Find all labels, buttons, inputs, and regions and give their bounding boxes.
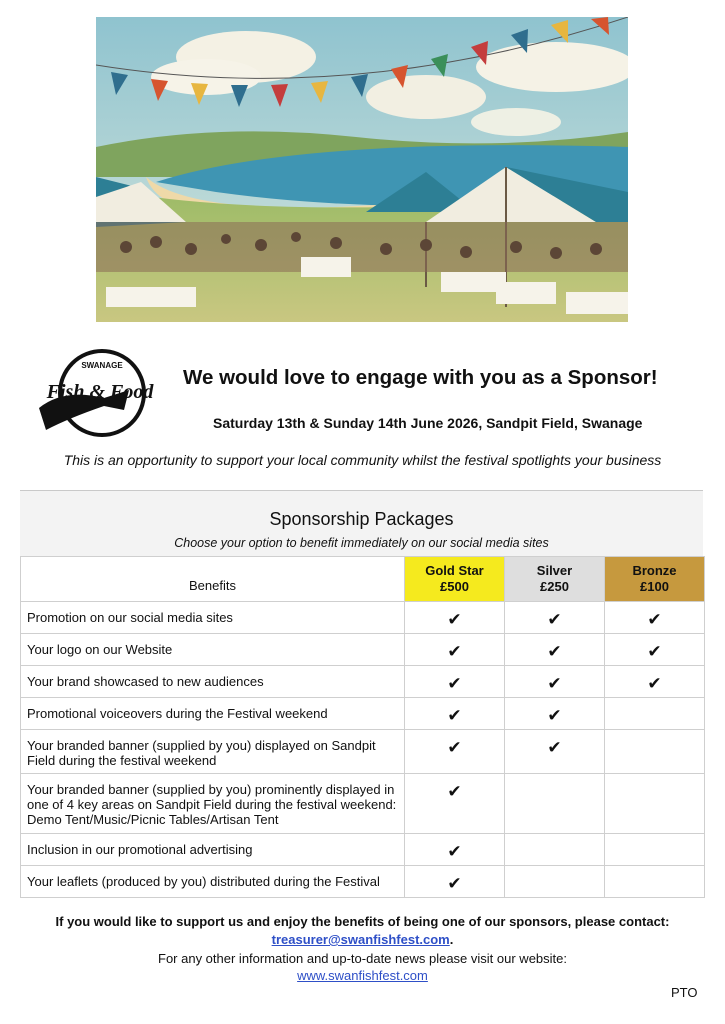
silver-check-icon: ✔ <box>505 698 605 730</box>
sponsorship-table <box>20 556 705 898</box>
bronze-check-icon: ✔ <box>605 666 705 698</box>
logo-bottom-text: FESTIVAL <box>85 423 119 430</box>
silver-check-icon <box>505 834 605 866</box>
logo-main-text: Fish & Food <box>46 381 154 403</box>
benefit-label: Your brand showcased to new audiences <box>21 666 405 698</box>
bronze-check-icon <box>605 774 705 834</box>
gold-check-icon: ✔ <box>405 866 505 898</box>
benefit-label: Inclusion in our promotional advertising <box>21 834 405 866</box>
table-row <box>21 774 705 834</box>
benefit-label: Promotional voiceovers during the Festival weekend <box>21 698 405 730</box>
email-link[interactable]: treasurer@swanfishfest.com <box>271 932 450 947</box>
tier-silver-header <box>505 557 605 602</box>
email-line <box>0 932 725 947</box>
gold-check-icon: ✔ <box>405 730 505 774</box>
bronze-check-icon <box>605 834 705 866</box>
gold-check-icon: ✔ <box>405 774 505 834</box>
silver-check-icon: ✔ <box>505 730 605 774</box>
email-suffix: . <box>449 932 454 947</box>
silver-check-icon: ✔ <box>505 602 605 634</box>
tier-name: Gold Star <box>425 563 484 578</box>
tier-price: £100 <box>640 579 669 594</box>
benefit-label: Your logo on our Website <box>21 634 405 666</box>
tier-name: Silver <box>536 563 573 578</box>
tier-gold-header <box>405 557 505 602</box>
contact-line: If you would like to support us and enjoy the benefits of being one of our sponsors, please contact: <box>55 914 670 929</box>
tier-price: £250 <box>540 579 569 594</box>
table-row <box>21 666 705 698</box>
table-row <box>21 866 705 898</box>
benefit-label: Your branded banner (supplied by you) prominently displayed in one of 4 key areas on Sandpit Field during the festival weekend: Demo Tent/Music/Picnic Tables/Artisan Tent <box>21 774 405 834</box>
website-line: For any other information and up-to-date news please visit our website: <box>158 951 567 966</box>
page-headline: We would love to engage with you as a Sponsor! <box>183 366 658 389</box>
benefits-header: Benefits <box>21 557 405 602</box>
tagline: This is an opportunity to support your local community whilst the festival spotlights your business <box>63 452 662 468</box>
website-line-link <box>0 968 725 983</box>
table-row <box>21 634 705 666</box>
website-link[interactable]: www.swanfishfest.com <box>297 968 428 983</box>
bronze-check-icon <box>605 698 705 730</box>
tier-bronze-header <box>605 557 705 602</box>
benefit-label: Your branded banner (supplied by you) displayed on Sandpit Field during the festival weekend <box>21 730 405 774</box>
bronze-check-icon <box>605 866 705 898</box>
pto-note: PTO <box>671 985 698 1000</box>
gold-check-icon: ✔ <box>405 602 505 634</box>
gold-check-icon: ✔ <box>405 634 505 666</box>
logo-top-text: SWANAGE <box>81 361 123 370</box>
gold-check-icon: ✔ <box>405 834 505 866</box>
silver-check-icon: ✔ <box>505 666 605 698</box>
gold-check-icon: ✔ <box>405 698 505 730</box>
silver-check-icon: ✔ <box>505 634 605 666</box>
table-row <box>21 602 705 634</box>
tier-name: Bronze <box>632 563 677 578</box>
packages-subtitle: Choose your option to benefit immediately on our social media sites <box>174 536 549 550</box>
bronze-check-icon <box>605 730 705 774</box>
packages-header <box>20 490 703 556</box>
tier-price: £500 <box>440 579 469 594</box>
table-row <box>21 698 705 730</box>
benefit-label: Your leaflets (produced by you) distributed during the Festival <box>21 866 405 898</box>
table-row <box>21 730 705 774</box>
silver-check-icon <box>505 774 605 834</box>
bronze-check-icon: ✔ <box>605 602 705 634</box>
silver-check-icon <box>505 866 605 898</box>
table-row <box>21 834 705 866</box>
bronze-check-icon: ✔ <box>605 634 705 666</box>
gold-check-icon: ✔ <box>405 666 505 698</box>
hero-image <box>96 17 628 322</box>
benefit-label: Promotion on our social media sites <box>21 602 405 634</box>
packages-title: Sponsorship Packages <box>269 509 454 529</box>
event-dates: Saturday 13th & Sunday 14th June 2026, Sandpit Field, Swanage <box>213 415 643 431</box>
festival-logo <box>34 348 160 438</box>
